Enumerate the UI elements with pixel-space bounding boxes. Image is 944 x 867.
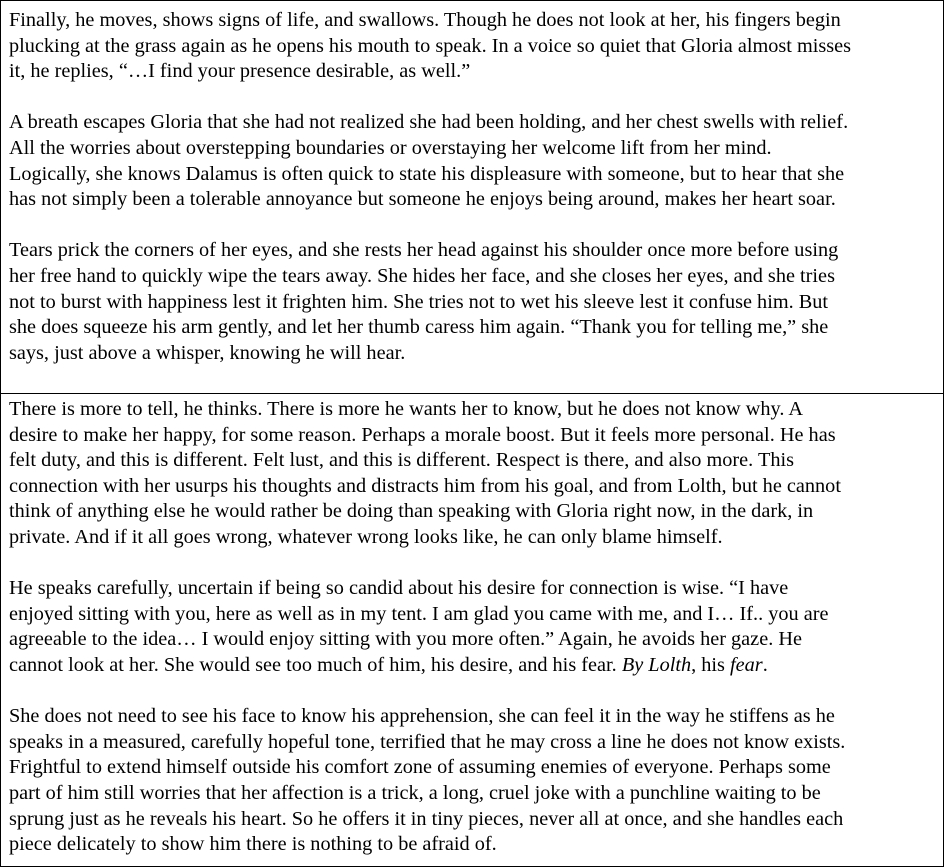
paragraph-2	[9, 110, 939, 212]
text-line: She does not need to see his face to know his apprehension, she can feel it in the way he stiffens as he	[9, 705, 835, 728]
italic-text: By Lolth	[621, 653, 692, 676]
text-line: plucking at the grass again as he opens his mouth to speak. In a voice so quiet that Gloria almost misses	[9, 34, 852, 57]
text-line: All the worries about overstepping boundaries or overstaying her welcome lift from her mind.	[9, 136, 772, 159]
paragraph-1	[9, 8, 939, 85]
text-line: Logically, she knows Dalamus is often quick to state his displeasure with someone, but to hear that she	[9, 162, 845, 185]
text-line: Tears prick the corners of her eyes, and she rests her head against his shoulder once more before using	[9, 239, 839, 262]
text-line: think of anything else he would rather be doing than speaking with Gloria right now, in the dark, in	[9, 500, 814, 523]
text-line: enjoyed sitting with you, here as well as in my tent. I am glad you came with me, and I… If.. you are	[9, 602, 829, 625]
text-line: felt duty, and this is different. Felt lust, and this is different. Respect is there, and also more. This	[9, 449, 795, 472]
text-line: Finally, he moves, shows signs of life, and swallows. Though he does not look at her, his fingers begin	[9, 9, 841, 31]
text-line: private. And if it all goes wrong, whatever wrong looks like, he can only blame himself.	[9, 525, 723, 548]
text-line: piece delicately to show him there is nothing to be afraid of.	[9, 833, 497, 856]
text-block-1-body	[9, 8, 939, 366]
text-line: her free hand to quickly wipe the tears away. She hides her face, and she closes her eyes, and she tries	[9, 264, 835, 287]
text-line: sprung just as he reveals his heart. So he offers it in tiny pieces, never all at once, and she handles each	[9, 807, 844, 830]
text-line: not to burst with happiness lest it frighten him. She tries not to wet his sleeve lest it confuse him. But	[9, 290, 829, 313]
text-line: There is more to tell, he thinks. There is more he wants her to know, but he does not know why. A	[9, 398, 804, 420]
italic-text: fear	[730, 653, 763, 676]
text-line	[9, 653, 939, 679]
text-line: desire to make her happy, for some reason. Perhaps a morale boost. But it feels more personal. He has	[9, 423, 836, 446]
text-line: connection with her usurps his thoughts and distracts him from his goal, and from Lolth, but he cannot	[9, 474, 841, 497]
text-line: part of him still worries that her affection is a trick, a long, cruel joke with a punchline waiting to be	[9, 781, 821, 804]
paragraph-3	[9, 238, 939, 366]
text-run: , his	[691, 653, 731, 676]
paragraph-5	[9, 576, 939, 678]
text-line: He speaks carefully, uncertain if being so candid about his desire for connection is wise. “I have	[9, 577, 789, 600]
paragraph-6	[9, 704, 939, 858]
text-line: agreeable to the idea… I would enjoy sitting with you more often.” Again, he avoids her gaze. He	[9, 628, 802, 651]
text-run: cannot look at her. She would see too much of him, his desire, and his fear.	[9, 653, 622, 676]
text-line: it, he replies, “…I find your presence desirable, as well.”	[9, 60, 471, 83]
text-block-2	[0, 394, 944, 867]
text-line: has not simply been a tolerable annoyance but someone he enjoys being around, makes her heart soar.	[9, 188, 836, 211]
text-line: A breath escapes Gloria that she had not realized she had been holding, and her chest swells with relief.	[9, 111, 849, 134]
text-run: .	[762, 653, 768, 676]
text-line: Frightful to extend himself outside his comfort zone of assuming enemies of everyone. Perhaps some	[9, 756, 831, 779]
text-block-2-body	[9, 397, 939, 858]
text-line: says, just above a whisper, knowing he will hear.	[9, 341, 406, 364]
text-block-1	[0, 0, 944, 394]
text-line: speaks in a measured, carefully hopeful tone, terrified that he may cross a line he does not know exists.	[9, 730, 846, 753]
text-line: she does squeeze his arm gently, and let her thumb caress him again. “Thank you for telling me,” she	[9, 316, 829, 339]
paragraph-4	[9, 397, 939, 551]
